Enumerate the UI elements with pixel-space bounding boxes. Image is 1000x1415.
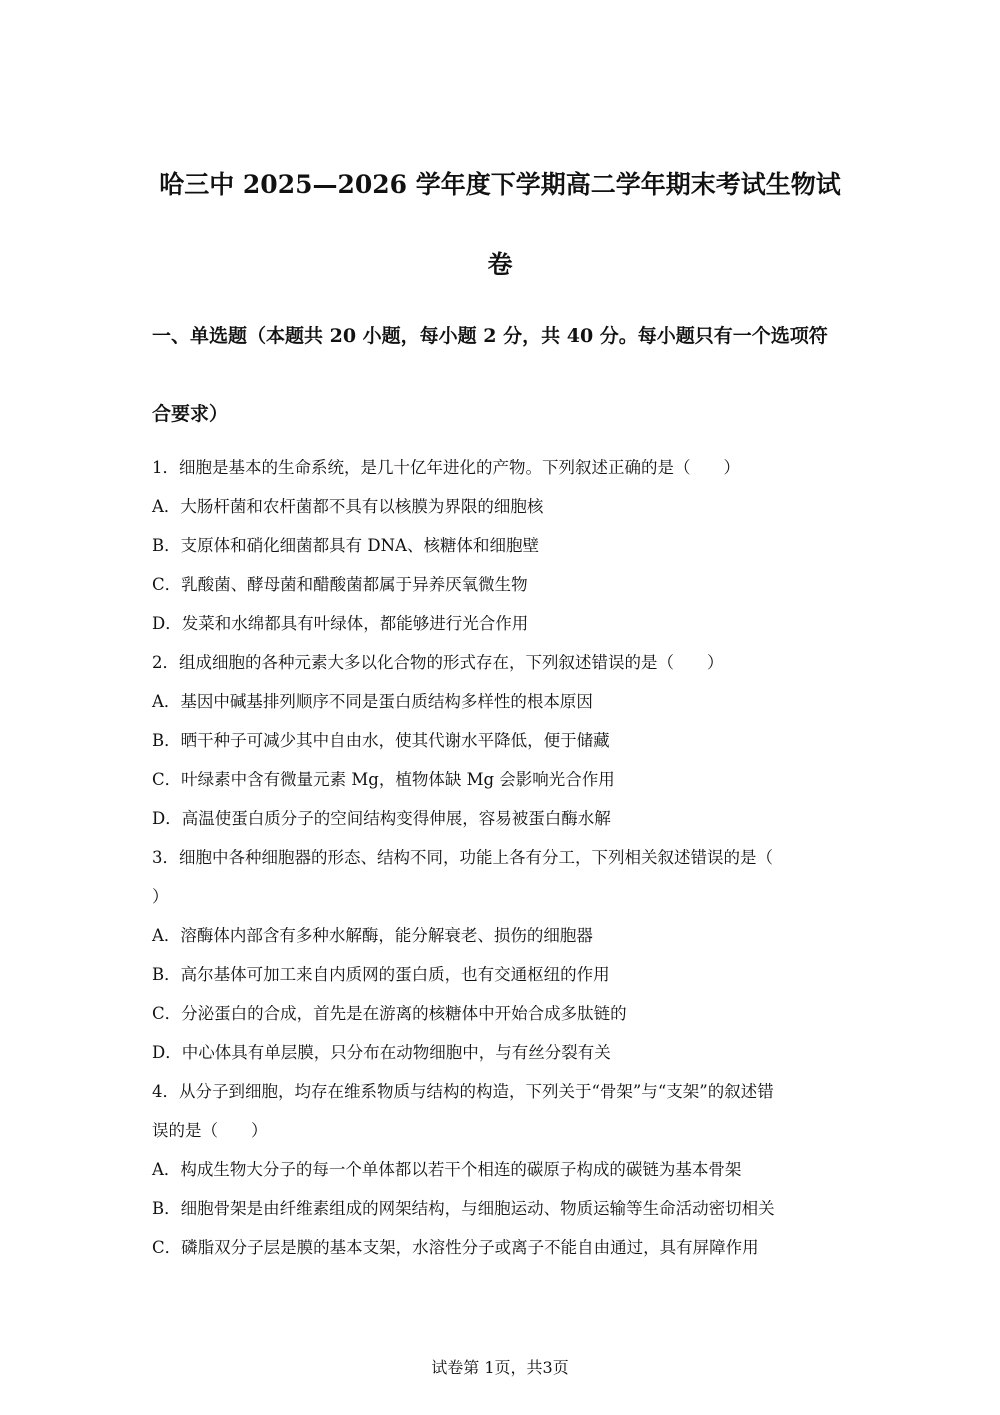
question-1-stem: 1．细胞是基本的生命系统，是几十亿年进化的产物。下列叙述正确的是（ ） xyxy=(152,458,740,477)
question-3-option-c: C．分泌蛋白的合成，首先是在游离的核糖体中开始合成多肽链的 xyxy=(152,1004,627,1023)
question-1-option-a: A．大肠杆菌和农杆菌都不具有以核膜为界限的细胞核 xyxy=(152,497,544,516)
question-2-option-a: A．基因中碱基排列顺序不同是蛋白质结构多样性的根本原因 xyxy=(152,692,593,711)
question-4-option-b: B．细胞骨架是由纤维素组成的网架结构，与细胞运动、物质运输等生命活动密切相关 xyxy=(152,1199,775,1218)
question-2-stem: 2．组成细胞的各种元素大多以化合物的形式存在，下列叙述错误的是（ ） xyxy=(152,653,724,672)
exam-title-line-1: 哈三中 2025—2026 学年度下学期高二学年期末考试生物试 xyxy=(159,170,841,199)
question-2-option-d: D．高温使蛋白质分子的空间结构变得伸展，容易被蛋白酶水解 xyxy=(152,809,611,828)
section-heading-line-1: 一、单选题（本题共 20 小题，每小题 2 分，共 40 分。每小题只有一个选项符 xyxy=(152,325,828,347)
question-3-option-d: D．中心体具有单层膜，只分布在动物细胞中，与有丝分裂有关 xyxy=(152,1043,611,1062)
question-1-option-d: D．发菜和水绵都具有叶绿体，都能够进行光合作用 xyxy=(152,614,529,633)
question-3-stem-line-1: 3．细胞中各种细胞器的形态、结构不同，功能上各有分工，下列相关叙述错误的是（ xyxy=(152,848,773,867)
question-4-option-c: C．磷脂双分子层是膜的基本支架，水溶性分子或离子不能自由通过，具有屏障作用 xyxy=(152,1238,759,1257)
question-2-option-b: B．晒干种子可减少其中自由水，使其代谢水平降低，便于储藏 xyxy=(152,731,610,750)
question-1-option-c: C．乳酸菌、酵母菌和醋酸菌都属于异养厌氧微生物 xyxy=(152,575,528,594)
question-4-option-a: A．构成生物大分子的每一个单体都以若干个相连的碳原子构成的碳链为基本骨架 xyxy=(152,1160,742,1179)
question-3-option-b: B．高尔基体可加工来自内质网的蛋白质，也有交通枢纽的作用 xyxy=(152,965,610,984)
question-3-option-a: A．溶酶体内部含有多种水解酶，能分解衰老、损伤的细胞器 xyxy=(152,926,593,945)
page-footer: 试卷第 1页，共3页 xyxy=(431,1358,569,1377)
question-1-option-b: B．支原体和硝化细菌都具有 DNA、核糖体和细胞壁 xyxy=(152,536,539,555)
question-3-stem-line-2: ） xyxy=(152,887,169,906)
question-4-stem-line-1: 4．从分子到细胞，均存在维系物质与结构的构造，下列关于“骨架”与“支架”的叙述错 xyxy=(152,1082,774,1101)
exam-title-line-2: 卷 xyxy=(487,250,513,279)
section-heading-line-2: 合要求） xyxy=(152,403,229,425)
question-4-stem-line-2: 误的是（ ） xyxy=(152,1121,268,1140)
question-2-option-c: C．叶绿素中含有微量元素 Mg，植物体缺 Mg 会影响光合作用 xyxy=(152,770,615,789)
